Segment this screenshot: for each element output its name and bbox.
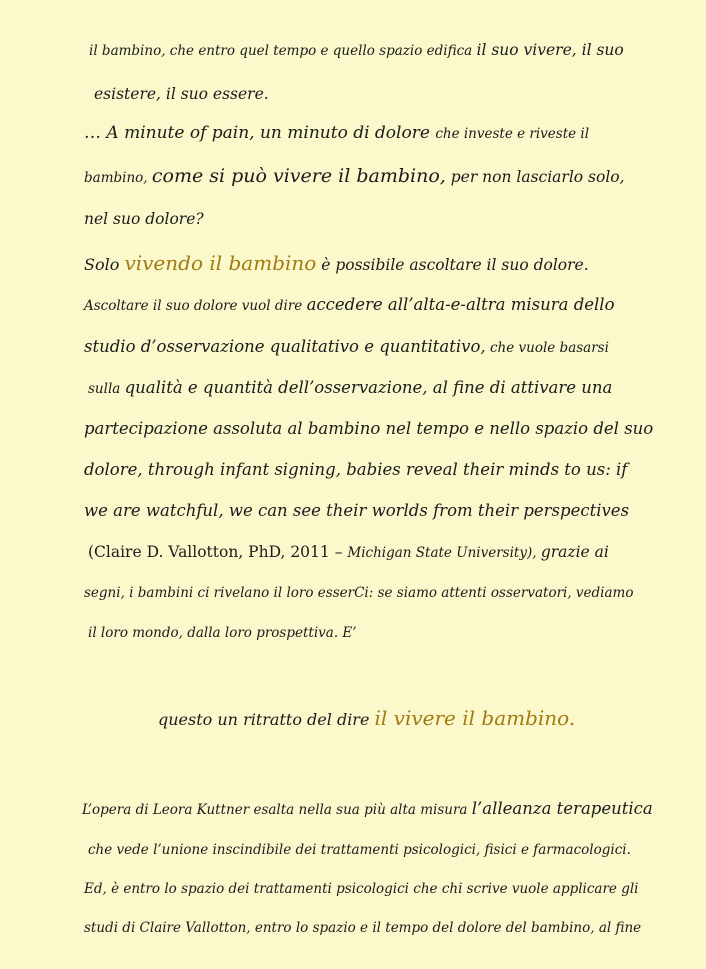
- text-line-16: questo un ritratto del dire il vivere il bambino.: [158, 706, 576, 730]
- text-line-11: dolore, through infant signing, babies reveal their minds to us: if: [84, 460, 628, 479]
- text-line-17: L’opera di Leora Kuttner esalta nella sua più alta misura l’alleanza terapeutica: [82, 799, 653, 818]
- text-line-13: (Claire D. Vallotton, PhD, 2011 – Michigan State University), grazie ai: [88, 543, 609, 561]
- text-line-4: bambino, come si può vivere il bambino, per non lasciarlo solo,: [84, 165, 625, 187]
- text-line-2: esistere, il suo essere.: [94, 85, 269, 103]
- text-line-6: Solo vivendo il bambino è possibile ascoltare il suo dolore.: [84, 251, 589, 275]
- text-line-7: Ascoltare il suo dolore vuol dire accedere all’alta-e-altra misura dello: [84, 295, 615, 314]
- text-line-10: partecipazione assoluta al bambino nel tempo e nello spazio del suo: [84, 419, 654, 438]
- text-line-8: studio d’osservazione qualitativo e quantitativo, che vuole basarsi: [84, 337, 609, 356]
- text-line-19: Ed, è entro lo spazio dei trattamenti psicologici che chi scrive vuole applicare gli: [84, 881, 639, 897]
- text-line-3: … A minute of pain, un minuto di dolore che investe e riveste il: [84, 123, 590, 143]
- text-line-15: il loro mondo, dalla loro prospettiva. E’: [88, 625, 357, 641]
- text-line-1: il bambino, che entro quel tempo e quello spazio edifica il suo vivere, il suo: [89, 41, 624, 59]
- text-line-9: sulla qualità e quantità dell’osservazione, al fine di attivare una: [88, 378, 613, 397]
- text-line-14: segni, i bambini ci rivelano il loro esserCi: se siamo attenti osservatori, vediamo: [84, 585, 634, 601]
- text-line-5: nel suo dolore?: [84, 210, 204, 228]
- text-line-18: che vede l’unione inscindibile dei trattamenti psicologici, fisici e farmacologici.: [88, 842, 631, 858]
- text-line-12: we are watchful, we can see their worlds from their perspectives: [84, 501, 630, 520]
- text-line-20: studi di Claire Vallotton, entro lo spazio e il tempo del dolore del bambino, al fine: [84, 920, 642, 936]
